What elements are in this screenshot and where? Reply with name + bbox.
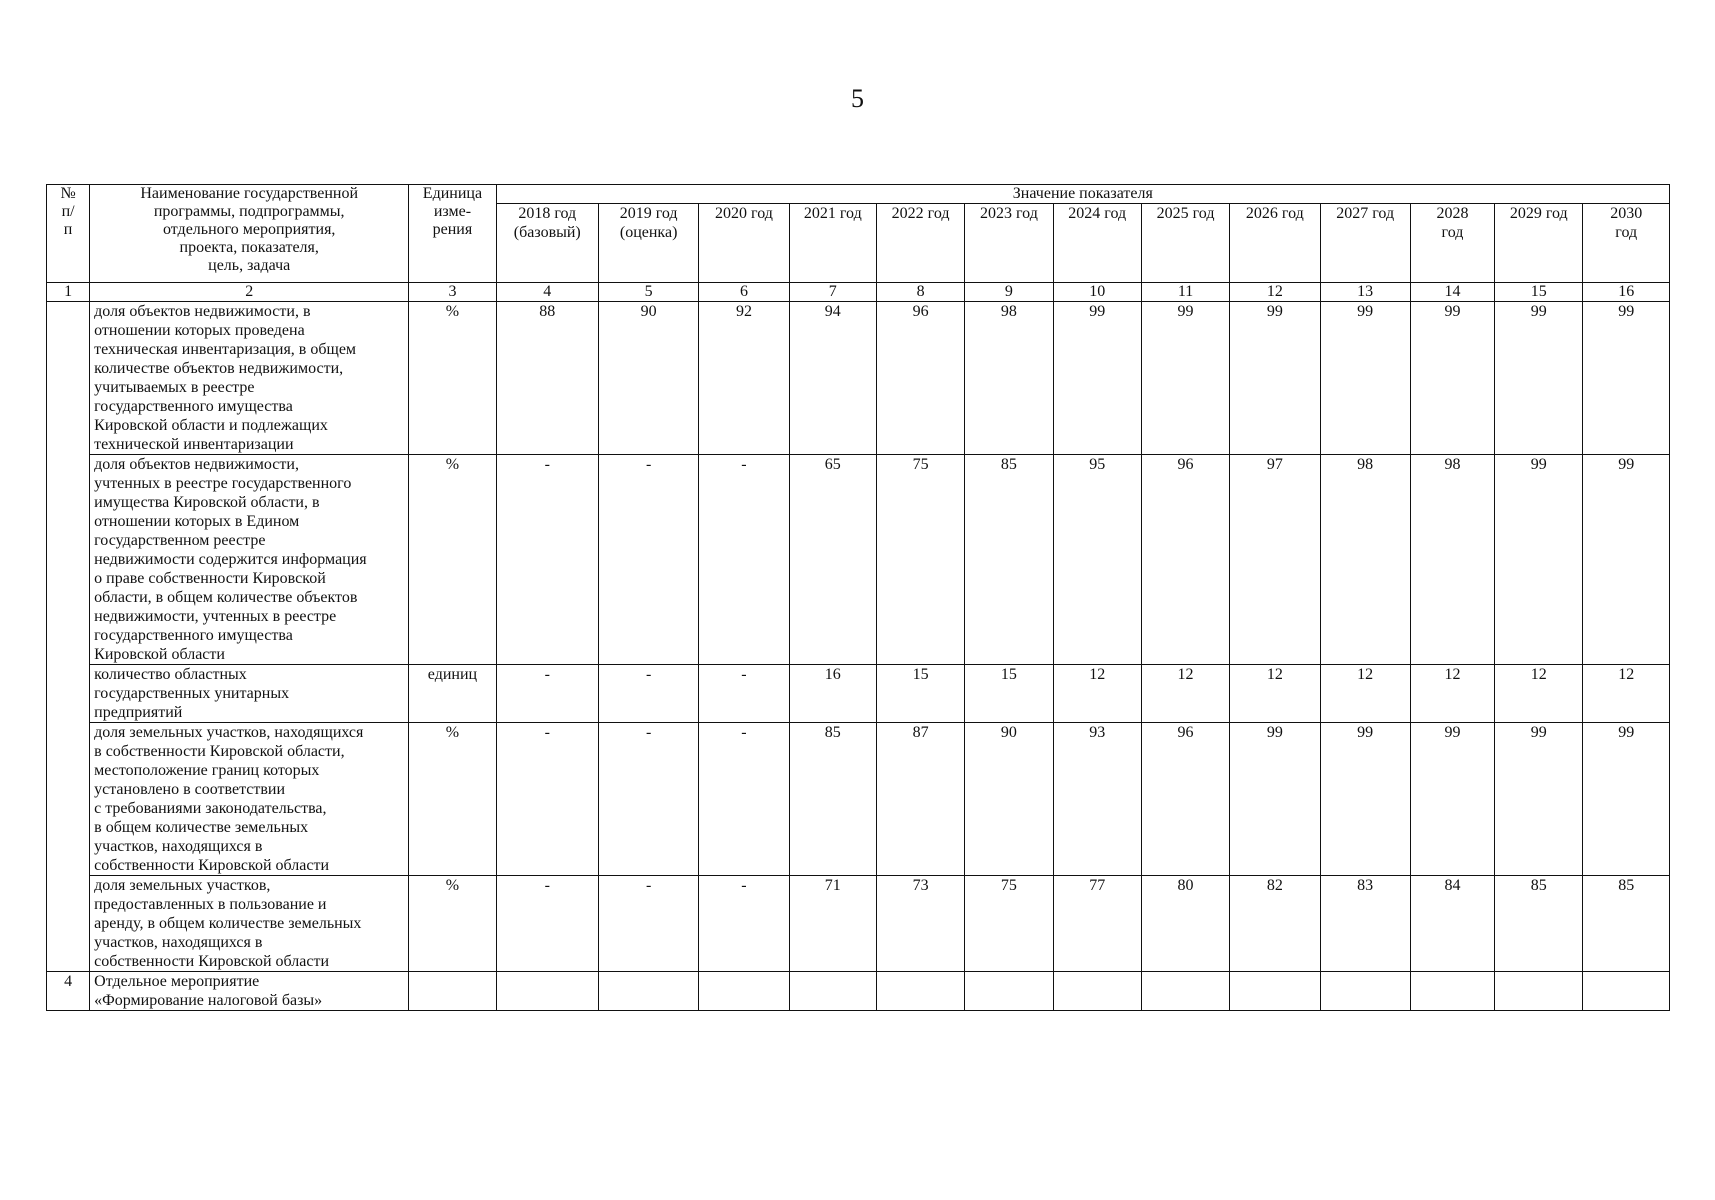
column-number: 9 [965, 283, 1053, 302]
header-year: 2023 год [965, 204, 1053, 283]
indicator-unit: % [409, 455, 496, 665]
header-year: 2026 год [1230, 204, 1320, 283]
indicator-value: 75 [876, 455, 964, 665]
indicator-value: 75 [965, 876, 1053, 972]
indicator-value: - [496, 723, 598, 876]
indicator-value [1053, 972, 1141, 1011]
indicator-value [1141, 972, 1229, 1011]
indicator-value: 96 [1141, 455, 1229, 665]
indicator-value: 99 [1230, 723, 1320, 876]
indicator-value: 99 [1141, 302, 1229, 455]
indicator-value [965, 972, 1053, 1011]
table-row [47, 876, 1670, 972]
header-year: 2018 год (базовый) [496, 204, 598, 283]
indicator-value: 98 [1320, 455, 1410, 665]
column-number: 7 [789, 283, 876, 302]
column-number: 8 [876, 283, 964, 302]
row-number [47, 302, 90, 455]
table-body [47, 302, 1670, 1011]
header-name: Наименование государственной программы, подпрограммы, отдельного мероприятия, проекта, показателя, цель, задача [90, 185, 409, 283]
column-number: 1 [47, 283, 90, 302]
header-year: 2024 год [1053, 204, 1141, 283]
row-number: 4 [47, 972, 90, 1011]
header-row [47, 185, 1670, 204]
column-number: 3 [409, 283, 496, 302]
header-year: 2027 год [1320, 204, 1410, 283]
column-number: 6 [699, 283, 789, 302]
indicator-value: 99 [1495, 455, 1583, 665]
row-number [47, 665, 90, 723]
indicator-value: 16 [789, 665, 876, 723]
indicator-value: 80 [1141, 876, 1229, 972]
indicator-value: 12 [1053, 665, 1141, 723]
column-number: 5 [598, 283, 698, 302]
indicator-name: количество областных государственных унитарных предприятий [90, 665, 409, 723]
indicator-value: - [699, 665, 789, 723]
indicator-value: 85 [1495, 876, 1583, 972]
indicator-value [1410, 972, 1494, 1011]
indicator-value: 77 [1053, 876, 1141, 972]
indicator-value: 85 [965, 455, 1053, 665]
indicator-value: 90 [965, 723, 1053, 876]
indicator-name: доля земельных участков, находящихся в собственности Кировской области, местоположение границ которых установлено в соответствии с требованиями законодательства, в общем количестве земельных участков, находящихся в собственности Кировской области [90, 723, 409, 876]
indicator-unit: % [409, 302, 496, 455]
table-row [47, 455, 1670, 665]
indicator-name: доля объектов недвижимости, в отношении которых проведена техническая инвентаризация, в общем количестве объектов недвижимости, учитываемых в реестре государственного имущества Кировской области и подлежащих технической инвентаризации [90, 302, 409, 455]
indicator-value: 71 [789, 876, 876, 972]
indicator-value: 94 [789, 302, 876, 455]
indicator-value [1583, 972, 1670, 1011]
indicator-value: 93 [1053, 723, 1141, 876]
indicator-value: 12 [1410, 665, 1494, 723]
indicator-value: 96 [1141, 723, 1229, 876]
indicator-value: 82 [1230, 876, 1320, 972]
indicator-value: 99 [1495, 302, 1583, 455]
indicator-value: 15 [876, 665, 964, 723]
indicator-value: - [598, 876, 698, 972]
header-year: 2022 год [876, 204, 964, 283]
indicator-name: доля земельных участков, предоставленных в пользование и аренду, в общем количестве земельных участков, находящихся в собственности Кировской области [90, 876, 409, 972]
table-row [47, 723, 1670, 876]
indicator-unit [409, 972, 496, 1011]
indicator-value [1495, 972, 1583, 1011]
indicator-value: 99 [1410, 302, 1494, 455]
column-number: 4 [496, 283, 598, 302]
indicator-value: - [699, 876, 789, 972]
column-number: 14 [1410, 283, 1494, 302]
indicator-value: 99 [1053, 302, 1141, 455]
indicator-value: 83 [1320, 876, 1410, 972]
header-year: 2030 год [1583, 204, 1670, 283]
header-year: 2029 год [1495, 204, 1583, 283]
indicator-value: - [598, 455, 698, 665]
indicator-value [598, 972, 698, 1011]
indicator-value: 12 [1320, 665, 1410, 723]
header-year: 2025 год [1141, 204, 1229, 283]
indicator-value: 12 [1230, 665, 1320, 723]
header-values: Значение показателя [496, 185, 1669, 204]
header-year: 2020 год [699, 204, 789, 283]
indicator-value: 87 [876, 723, 964, 876]
indicator-value: 12 [1495, 665, 1583, 723]
column-numbers-row [47, 283, 1670, 302]
indicator-value: 99 [1320, 302, 1410, 455]
indicator-value: 12 [1141, 665, 1229, 723]
indicator-unit: единиц [409, 665, 496, 723]
indicator-value: - [598, 723, 698, 876]
page-number: 5 [851, 84, 864, 113]
column-number: 15 [1495, 283, 1583, 302]
indicator-value [699, 972, 789, 1011]
indicator-value [496, 972, 598, 1011]
indicator-value: - [496, 665, 598, 723]
row-number [47, 876, 90, 972]
indicator-value: - [699, 723, 789, 876]
table-row [47, 665, 1670, 723]
indicator-value: 90 [598, 302, 698, 455]
indicator-value: 99 [1583, 723, 1670, 876]
indicator-value: 99 [1495, 723, 1583, 876]
column-number: 10 [1053, 283, 1141, 302]
indicator-value: 97 [1230, 455, 1320, 665]
indicator-value [876, 972, 964, 1011]
header-unit: Единица изме- рения [409, 185, 496, 283]
indicator-name: Отдельное мероприятие «Формирование налоговой базы» [90, 972, 409, 1011]
indicator-value: 73 [876, 876, 964, 972]
column-number: 16 [1583, 283, 1670, 302]
indicator-value: 99 [1410, 723, 1494, 876]
table-row [47, 972, 1670, 1011]
indicator-value: 99 [1230, 302, 1320, 455]
indicator-value [1320, 972, 1410, 1011]
row-number [47, 723, 90, 876]
indicator-unit: % [409, 723, 496, 876]
header-num: № п/ п [47, 185, 90, 283]
column-number: 2 [90, 283, 409, 302]
indicator-value: 88 [496, 302, 598, 455]
column-number: 12 [1230, 283, 1320, 302]
indicator-value: 99 [1583, 455, 1670, 665]
indicator-value: 84 [1410, 876, 1494, 972]
indicator-value: 99 [1583, 302, 1670, 455]
indicator-value: 98 [1410, 455, 1494, 665]
header-year: 2028 год [1410, 204, 1494, 283]
indicator-value: 85 [1583, 876, 1670, 972]
indicator-value: - [496, 876, 598, 972]
indicator-value: 99 [1320, 723, 1410, 876]
indicator-value: 92 [699, 302, 789, 455]
column-number: 11 [1141, 283, 1229, 302]
indicator-value: - [699, 455, 789, 665]
table-row [47, 302, 1670, 455]
indicator-value: 65 [789, 455, 876, 665]
column-number: 13 [1320, 283, 1410, 302]
indicator-value: 98 [965, 302, 1053, 455]
indicator-value [789, 972, 876, 1011]
indicator-value [1230, 972, 1320, 1011]
indicator-unit: % [409, 876, 496, 972]
header-year: 2021 год [789, 204, 876, 283]
indicator-name: доля объектов недвижимости, учтенных в реестре государственного имущества Кировской области, в отношении которых в Едином государственном реестре недвижимости содержится информация о праве собственности Кировской области, в общем количестве объектов недвижимости, учтенных в реестре государственного имущества Кировской области [90, 455, 409, 665]
indicator-value: 12 [1583, 665, 1670, 723]
indicator-value: - [496, 455, 598, 665]
indicator-value: 96 [876, 302, 964, 455]
indicators-table [46, 184, 1670, 1011]
header-year: 2019 год (оценка) [598, 204, 698, 283]
indicator-value: 15 [965, 665, 1053, 723]
indicator-value: 85 [789, 723, 876, 876]
indicator-value: 95 [1053, 455, 1141, 665]
indicator-value: - [598, 665, 698, 723]
row-number [47, 455, 90, 665]
